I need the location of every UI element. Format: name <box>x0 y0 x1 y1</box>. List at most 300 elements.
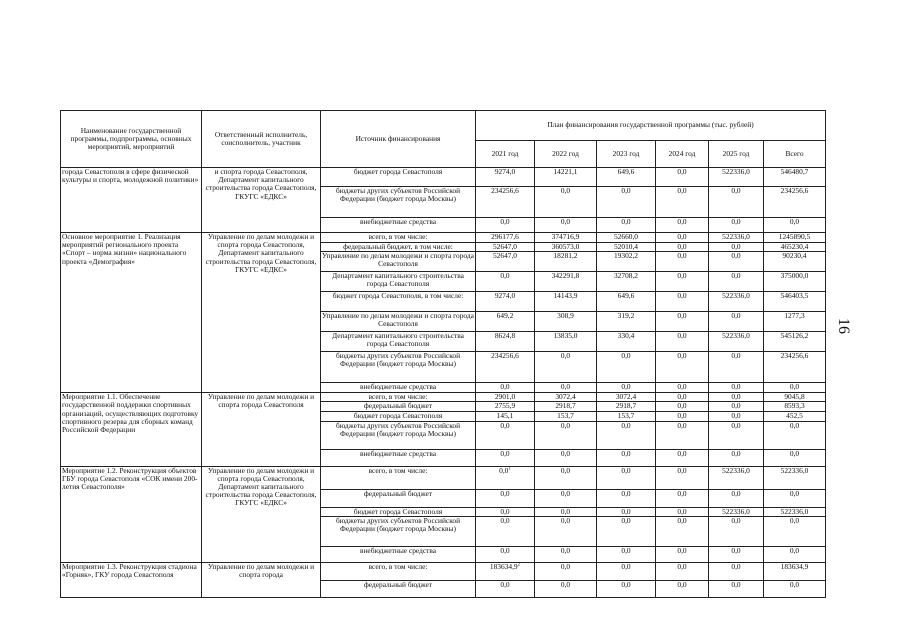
value-text: 0,0 <box>677 546 687 555</box>
value-text: 2755,9 <box>494 401 516 411</box>
value-cell <box>709 233 764 243</box>
value-cell <box>597 546 656 562</box>
value-cell <box>535 168 597 187</box>
value-text: 522336,0 <box>722 291 750 301</box>
value-text: 0,0 <box>731 382 741 392</box>
value-cell <box>535 412 597 421</box>
value-cell <box>656 218 709 233</box>
value-text: 0,0 <box>621 449 631 458</box>
value-text: 0,0 <box>677 466 687 475</box>
value-cell <box>476 516 535 546</box>
value-cell <box>597 393 656 402</box>
executor-cell: Управление по делам молодежи и спорта города Севастополя <box>202 393 321 466</box>
value-cell <box>535 252 597 272</box>
value-cell <box>656 489 709 507</box>
value-text: 0,0 <box>677 167 687 176</box>
value-cell <box>597 412 656 421</box>
value-text: 14143,9 <box>553 291 578 301</box>
value-text: 0,0 <box>677 271 687 281</box>
value-text: 52647,0 <box>492 251 518 261</box>
value-cell <box>597 332 656 352</box>
value-cell <box>597 421 656 449</box>
executor-cell: Управление по делам молодежи и спорта города Севастополя, Департамент капитального строительства города Севастополя, ГКУГС «ЕДКС» <box>202 466 321 562</box>
value-text: 546480,7 <box>780 167 809 176</box>
value-cell <box>764 393 826 402</box>
value-text: 0,0 <box>500 449 510 458</box>
value-text: 0,0 <box>677 232 687 241</box>
value-cell <box>597 218 656 233</box>
value-text: 234256,6 <box>491 186 519 195</box>
value-cell <box>709 168 764 187</box>
value-text: 19302,2 <box>613 251 639 261</box>
value-cell <box>764 402 826 412</box>
value-cell <box>709 292 764 312</box>
value-text: 0,0 <box>560 562 571 571</box>
value-cell <box>764 421 826 449</box>
value-text: 0,0 <box>731 217 741 226</box>
value-text: 0,0 <box>789 421 800 430</box>
value-cell <box>709 516 764 546</box>
value-text: 13835,0 <box>553 331 578 341</box>
value-text: 0,0 <box>731 489 741 498</box>
value-text: 90230,4 <box>782 251 807 261</box>
value-text: 0,0 <box>789 516 800 525</box>
table-body <box>61 168 826 598</box>
source-cell: всего, в том числе: <box>321 393 476 402</box>
value-cell <box>476 243 535 252</box>
value-cell <box>656 562 709 580</box>
value-cell <box>656 412 709 421</box>
value-cell <box>476 421 535 449</box>
value-text: 183634,9 <box>780 562 809 571</box>
value-text: 0,0 <box>560 382 571 392</box>
value-text: 0,0 <box>560 466 571 475</box>
value-cell <box>476 393 535 402</box>
value-text: 8593,3 <box>784 401 805 411</box>
value-cell <box>709 332 764 352</box>
source-cell: Департамент капитального строительства города Севастополя <box>321 332 476 352</box>
value-cell <box>764 562 826 580</box>
value-cell <box>656 233 709 243</box>
value-text: 0,0 <box>677 331 687 341</box>
value-cell <box>535 292 597 312</box>
value-text: 0,0 <box>731 421 741 430</box>
header-plan: План финансирования государственной программы (тыс. рублей) <box>476 111 826 141</box>
value-text: 0,0 <box>560 516 571 525</box>
value-text: 0,0 <box>621 217 631 226</box>
value-text: 0,0 <box>677 401 687 411</box>
value-text: 0,0 <box>677 449 687 458</box>
value-cell <box>476 252 535 272</box>
value-text: 0,0 <box>500 421 510 430</box>
value-cell <box>709 187 764 218</box>
header-year-2025: 2025 год <box>709 141 764 168</box>
value-cell <box>535 516 597 546</box>
value-cell <box>476 383 535 393</box>
value-cell <box>476 187 535 218</box>
value-text: 0,0 <box>621 186 631 195</box>
value-text: 0,0 <box>677 242 687 251</box>
value-cell <box>709 489 764 507</box>
footnote-mark: 1 <box>508 466 511 472</box>
value-cell <box>709 466 764 489</box>
value-cell <box>535 580 597 597</box>
value-text: 0,0 <box>500 489 510 498</box>
value-text: 183634,9 <box>489 562 518 571</box>
value-cell <box>764 580 826 597</box>
value-text: 0,0 <box>560 546 571 555</box>
value-text: 342291,8 <box>551 271 580 281</box>
value-text: 0,0 <box>499 466 509 475</box>
value-cell <box>597 402 656 412</box>
source-cell: бюджет города Севастополя <box>321 168 476 187</box>
header-total: Всего <box>764 141 826 168</box>
value-text: 0,0 <box>731 449 741 458</box>
source-cell: внебюджетные средства <box>321 449 476 466</box>
value-text: 465230,4 <box>780 242 809 251</box>
value-cell <box>709 243 764 252</box>
value-cell <box>709 580 764 597</box>
value-cell <box>656 243 709 252</box>
value-cell <box>656 421 709 449</box>
value-text: 0,0 <box>621 546 631 555</box>
value-text: 0,0 <box>500 217 510 226</box>
value-cell <box>535 218 597 233</box>
value-cell <box>476 168 535 187</box>
value-cell <box>764 546 826 562</box>
value-text: 14221,1 <box>553 167 578 176</box>
value-text: 649,6 <box>617 291 635 301</box>
value-text: 2901,0 <box>494 392 516 402</box>
value-text: 0,0 <box>677 392 687 402</box>
value-text: 0,0 <box>731 242 741 251</box>
value-cell <box>597 489 656 507</box>
value-text: 522336,0 <box>780 466 809 475</box>
value-text: 234256,6 <box>780 351 809 361</box>
value-cell <box>535 187 597 218</box>
value-text: 0,0 <box>731 580 741 589</box>
value-text: 9045,8 <box>784 392 805 402</box>
value-text: 0,0 <box>500 271 510 281</box>
value-cell <box>764 187 826 218</box>
value-text: 8624,8 <box>494 331 516 341</box>
source-cell: федеральный бюджет <box>321 489 476 507</box>
header-program-name: Наименование государственной программы, подпрограммы, основных мероприятий, мероприятий <box>61 111 202 168</box>
value-cell <box>709 449 764 466</box>
header-year-2022: 2022 год <box>535 141 597 168</box>
table-row <box>61 466 826 489</box>
page-number: 16 <box>835 318 852 334</box>
value-text: 0,0 <box>731 546 741 555</box>
footnote-mark: 2 <box>517 562 521 568</box>
value-cell <box>535 332 597 352</box>
value-cell <box>597 449 656 466</box>
value-cell <box>476 466 535 489</box>
value-text: 374716,9 <box>551 232 580 241</box>
value-cell <box>709 421 764 449</box>
value-text: 0,0 <box>677 351 687 361</box>
value-cell <box>709 383 764 393</box>
value-cell <box>597 466 656 489</box>
value-text: 0,0 <box>677 562 687 571</box>
source-cell: бюджеты других субъектов Российской Федерации (бюджет города Москвы) <box>321 187 476 218</box>
value-cell <box>656 580 709 597</box>
executor-cell: Управление по делам молодежи и спорта города Севастополя, Департамент капитального строительства города Севастополя, ГКУГС «ЕДКС» <box>202 233 321 393</box>
value-text: 3072,4 <box>555 392 576 402</box>
financing-table <box>60 110 826 598</box>
value-text: 0,0 <box>560 449 571 458</box>
value-text: 0,0 <box>621 507 631 516</box>
value-cell <box>656 466 709 489</box>
value-cell <box>597 233 656 243</box>
value-text: 0,0 <box>560 186 571 195</box>
value-text: 0,0 <box>560 580 571 589</box>
value-cell <box>709 507 764 516</box>
value-text: 0,0 <box>621 421 631 430</box>
value-text: 522336,0 <box>722 331 750 341</box>
value-text: 32708,2 <box>613 271 639 281</box>
value-cell <box>764 383 826 393</box>
source-cell: внебюджетные средства <box>321 218 476 233</box>
value-text: 2918,7 <box>615 401 637 411</box>
value-cell <box>476 332 535 352</box>
value-text: 296177,6 <box>491 232 519 241</box>
value-cell <box>764 516 826 546</box>
value-cell <box>656 393 709 402</box>
value-text: 0,0 <box>789 489 800 498</box>
source-cell: федеральный бюджет, в том числе: <box>321 243 476 252</box>
value-cell <box>535 546 597 562</box>
value-text: 522336,0 <box>722 466 750 475</box>
value-cell <box>764 218 826 233</box>
value-cell <box>656 252 709 272</box>
value-cell <box>656 332 709 352</box>
value-text: 52647,0 <box>492 242 518 251</box>
value-text: 545126,2 <box>780 331 809 341</box>
value-cell <box>535 449 597 466</box>
value-cell <box>709 402 764 412</box>
value-text: 0,0 <box>560 421 571 430</box>
value-cell <box>709 412 764 421</box>
value-text: 153,7 <box>557 411 574 421</box>
value-text: 0,0 <box>677 516 687 525</box>
source-cell: федеральный бюджет <box>321 580 476 597</box>
value-text: 0,0 <box>621 466 631 475</box>
value-text: 0,0 <box>677 411 687 421</box>
value-text: 546403,5 <box>780 291 809 301</box>
value-text: 145,1 <box>496 411 514 421</box>
value-cell <box>709 252 764 272</box>
value-text: 0,0 <box>621 516 631 525</box>
value-cell <box>535 507 597 516</box>
table-row <box>61 562 826 580</box>
value-cell <box>597 507 656 516</box>
value-text: 52010,4 <box>613 242 639 251</box>
value-text: 452,5 <box>786 411 803 421</box>
value-text: 0,0 <box>789 546 800 555</box>
value-cell <box>476 312 535 332</box>
value-text: 319,2 <box>617 311 635 321</box>
value-text: 0,0 <box>677 489 687 498</box>
program-name-cell: Мероприятие 1.2. Реконструкция объектов ГБУ города Севастополя «СОК имени 200-летия Севастополя» <box>61 466 202 562</box>
executor-cell: и спорта города Севастополя, Департамент капитального строительства города Севастополя, ГКУГС «ЕДКС» <box>202 168 321 233</box>
value-cell <box>535 383 597 393</box>
value-text: 522336,0 <box>722 167 750 176</box>
value-text: 0,0 <box>731 516 741 525</box>
value-cell <box>709 272 764 292</box>
value-cell <box>709 562 764 580</box>
value-text: 0,0 <box>731 251 741 261</box>
value-cell <box>764 489 826 507</box>
value-cell <box>656 352 709 383</box>
value-text: 0,0 <box>560 217 571 226</box>
value-text: 522336,0 <box>722 232 750 241</box>
value-cell <box>656 546 709 562</box>
value-cell <box>535 402 597 412</box>
value-cell <box>597 168 656 187</box>
value-cell <box>535 272 597 292</box>
value-cell <box>764 243 826 252</box>
value-cell <box>764 272 826 292</box>
source-cell: бюджеты других субъектов Российской Федерации (бюджет города Москвы) <box>321 516 476 546</box>
value-cell <box>709 546 764 562</box>
value-text: 0,0 <box>677 186 687 195</box>
value-text: 0,0 <box>731 351 741 361</box>
value-text: 0,0 <box>789 382 800 392</box>
value-cell <box>597 292 656 312</box>
value-cell <box>764 466 826 489</box>
table-row <box>61 393 826 402</box>
value-cell <box>656 507 709 516</box>
value-text: 308,9 <box>557 311 574 321</box>
value-cell <box>709 393 764 402</box>
value-cell <box>476 546 535 562</box>
source-cell: внебюджетные средства <box>321 383 476 393</box>
value-cell <box>764 332 826 352</box>
value-text: 0,0 <box>677 251 687 261</box>
value-text: 52660,0 <box>613 232 639 241</box>
value-text: 0,0 <box>677 580 687 589</box>
executor-cell: Управление по делам молодежи и спорта города <box>202 562 321 597</box>
value-text: 330,4 <box>617 331 635 341</box>
value-text: 360573,0 <box>551 242 580 251</box>
value-cell <box>597 562 656 580</box>
value-text: 2918,7 <box>555 401 576 411</box>
value-cell <box>656 168 709 187</box>
value-text: 0,0 <box>500 507 510 516</box>
value-cell <box>535 243 597 252</box>
value-text: 0,0 <box>731 411 741 421</box>
value-cell <box>597 187 656 218</box>
program-name-cell: Основное мероприятие 1. Реализация мероприятий регионального проекта «Спорт – норма жизни» национального проекта «Демография» <box>61 233 202 393</box>
header-executor: Ответственный исполнитель, соисполнитель, участник <box>202 111 321 168</box>
source-cell: бюджеты других субъектов Российской Федерации (бюджет города Москвы) <box>321 352 476 383</box>
value-text: 522336,0 <box>722 507 750 516</box>
source-cell: бюджет города Севастополя, в том числе: <box>321 292 476 312</box>
value-cell <box>597 312 656 332</box>
value-cell <box>535 312 597 332</box>
value-text: 0,0 <box>621 489 631 498</box>
header-source: Источник финансирования <box>321 111 476 168</box>
value-text: 0,0 <box>677 382 687 392</box>
value-text: 3072,4 <box>615 392 637 402</box>
value-cell <box>764 252 826 272</box>
value-cell <box>709 218 764 233</box>
source-cell: Департамент капитального строительства города Севастополя <box>321 272 476 292</box>
value-cell <box>656 402 709 412</box>
value-cell <box>597 580 656 597</box>
value-cell <box>656 292 709 312</box>
source-cell: всего, в том числе: <box>321 233 476 243</box>
value-text: 0,0 <box>731 311 741 321</box>
value-text: 0,0 <box>500 382 510 392</box>
source-cell: бюджеты других субъектов Российской Федерации (бюджет города Москвы) <box>321 421 476 449</box>
value-text: 0,0 <box>621 351 631 361</box>
value-cell <box>476 580 535 597</box>
value-cell <box>597 383 656 393</box>
value-cell <box>476 412 535 421</box>
value-text: 0,0 <box>677 421 687 430</box>
program-name-cell: Мероприятие 1.3. Реконструкция стадиона «Горняк», ГКУ города Севастополя <box>61 562 202 597</box>
source-cell: всего, в том числе: <box>321 562 476 580</box>
value-cell <box>764 449 826 466</box>
table-row <box>61 233 826 243</box>
value-cell <box>764 507 826 516</box>
value-cell <box>656 449 709 466</box>
source-cell: бюджет города Севастополя <box>321 507 476 516</box>
value-text: 0,0 <box>731 271 741 281</box>
table-row <box>61 168 826 187</box>
value-text: 522336,0 <box>780 507 809 516</box>
value-cell <box>535 466 597 489</box>
value-cell <box>476 507 535 516</box>
header-year-2023: 2023 год <box>597 141 656 168</box>
source-cell: внебюджетные средства <box>321 546 476 562</box>
value-cell <box>597 252 656 272</box>
value-cell <box>476 449 535 466</box>
value-cell <box>597 352 656 383</box>
value-cell <box>709 312 764 332</box>
value-text: 1277,3 <box>784 311 805 321</box>
value-text: 234256,6 <box>780 186 809 195</box>
value-text: 0,0 <box>500 546 510 555</box>
value-text: 0,0 <box>621 382 631 392</box>
value-text: 0,0 <box>560 489 571 498</box>
value-text: 0,0 <box>731 401 741 411</box>
value-cell <box>535 562 597 580</box>
value-text: 0,0 <box>731 562 741 571</box>
value-cell <box>535 393 597 402</box>
value-cell <box>764 312 826 332</box>
value-cell <box>535 489 597 507</box>
value-cell <box>476 489 535 507</box>
value-text: 1245890,5 <box>778 232 811 241</box>
header-year-2024: 2024 год <box>656 141 709 168</box>
value-text: 0,0 <box>789 217 800 226</box>
value-cell <box>764 233 826 243</box>
value-text: 0,0 <box>621 580 631 589</box>
value-text: 649,2 <box>496 311 514 321</box>
value-text: 0,0 <box>789 580 800 589</box>
value-cell <box>597 243 656 252</box>
value-cell <box>476 352 535 383</box>
value-text: 649,6 <box>617 167 635 176</box>
value-text: 9274,0 <box>494 291 516 301</box>
source-cell: Управление по делам молодежи и спорта города Севастополя <box>321 252 476 272</box>
value-cell <box>656 516 709 546</box>
source-cell: федеральный бюджет <box>321 402 476 412</box>
value-text: 375000,0 <box>780 271 809 281</box>
